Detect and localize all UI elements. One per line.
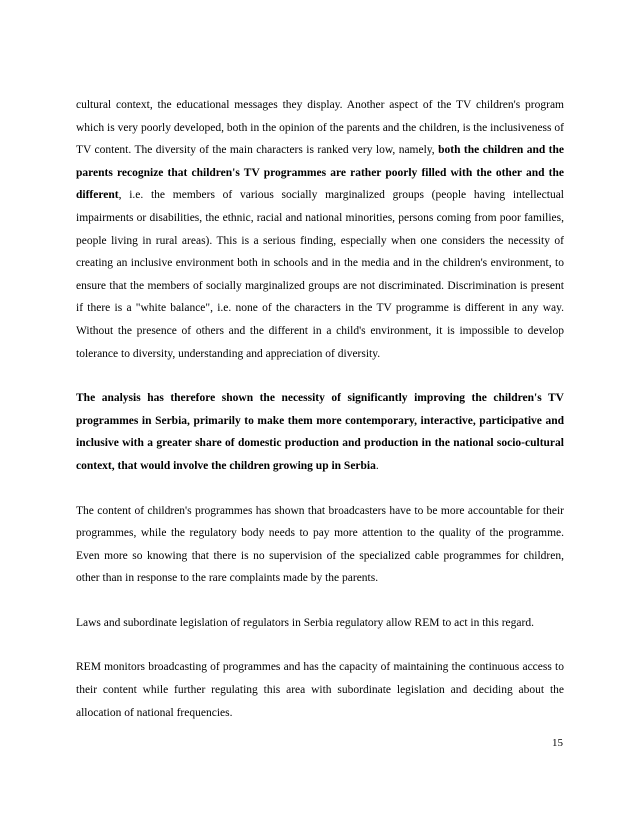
paragraph-rem-monitoring: [76, 656, 564, 724]
paragraph-inclusiveness: [76, 94, 564, 365]
paragraph-text: .: [375, 459, 379, 472]
paragraph-text: , i.e. the members of various socially marginalized groups (people having intellectual impairments or disabilities, the ethnic, racial and national minorities, persons coming from poor families, people living in rural areas). This is a serious finding, especially when one considers the necessity of creating an inclusive environment both in schools and in the media and in the children's environment, to ensure that the members of socially marginalized groups are not discriminated. Discrimination is present if there is a "white balance", i.e. none of the characters in the TV programme is different in any way. Without the presence of others and the different in a child's environment, it is impossible to develop tolerance to diversity, understanding and appreciation of diversity.: [76, 189, 564, 360]
paragraph-emphasis: both the children and the parents recognize that children's TV programmes are rather poorly filled with the other and the different: [76, 144, 564, 202]
page-number: 15: [552, 737, 563, 749]
paragraph-analysis-conclusion: [76, 387, 564, 477]
paragraph-broadcaster-accountability: [76, 500, 564, 590]
paragraph-spacer: [76, 634, 564, 656]
paragraph-text: Laws and subordinate legislation of regulators in Serbia regulatory allow REM to act in this regard.: [76, 616, 534, 629]
paragraph-spacer: [76, 478, 564, 500]
paragraph-text: REM monitors broadcasting of programmes and has the capacity of maintaining the continuous access to their content while further regulating this area with subordinate legislation and deciding about the allocation of national frequencies.: [76, 661, 564, 719]
paragraph-spacer: [76, 365, 564, 387]
paragraph-spacer: [76, 590, 564, 612]
paragraph-emphasis: The analysis has therefore shown the necessity of significantly improving the children's TV programmes in Serbia, primarily to make them more contemporary, interactive, participative and inclusive with a greater share of domestic production and production in the national socio-cultural context, that would involve the children growing up in Serbia: [76, 392, 564, 472]
paragraph-text: cultural context, the educational messages they display. Another aspect of the TV children's program which is very poorly developed, both in the opinion of the parents and the children, is the inclusiveness of TV content. The diversity of the main characters is ranked very low, namely,: [76, 99, 564, 157]
document-body: [76, 94, 564, 724]
paragraph-text: The content of children's programmes has shown that broadcasters have to be more accountable for their programmes, while the regulatory body needs to pay more attention to the quality of the programme. Even more so knowing that there is no supervision of the specialized cable programmes for children, other than in response to the rare complaints made by the parents.: [76, 504, 564, 585]
paragraph-legislation: [76, 612, 564, 635]
